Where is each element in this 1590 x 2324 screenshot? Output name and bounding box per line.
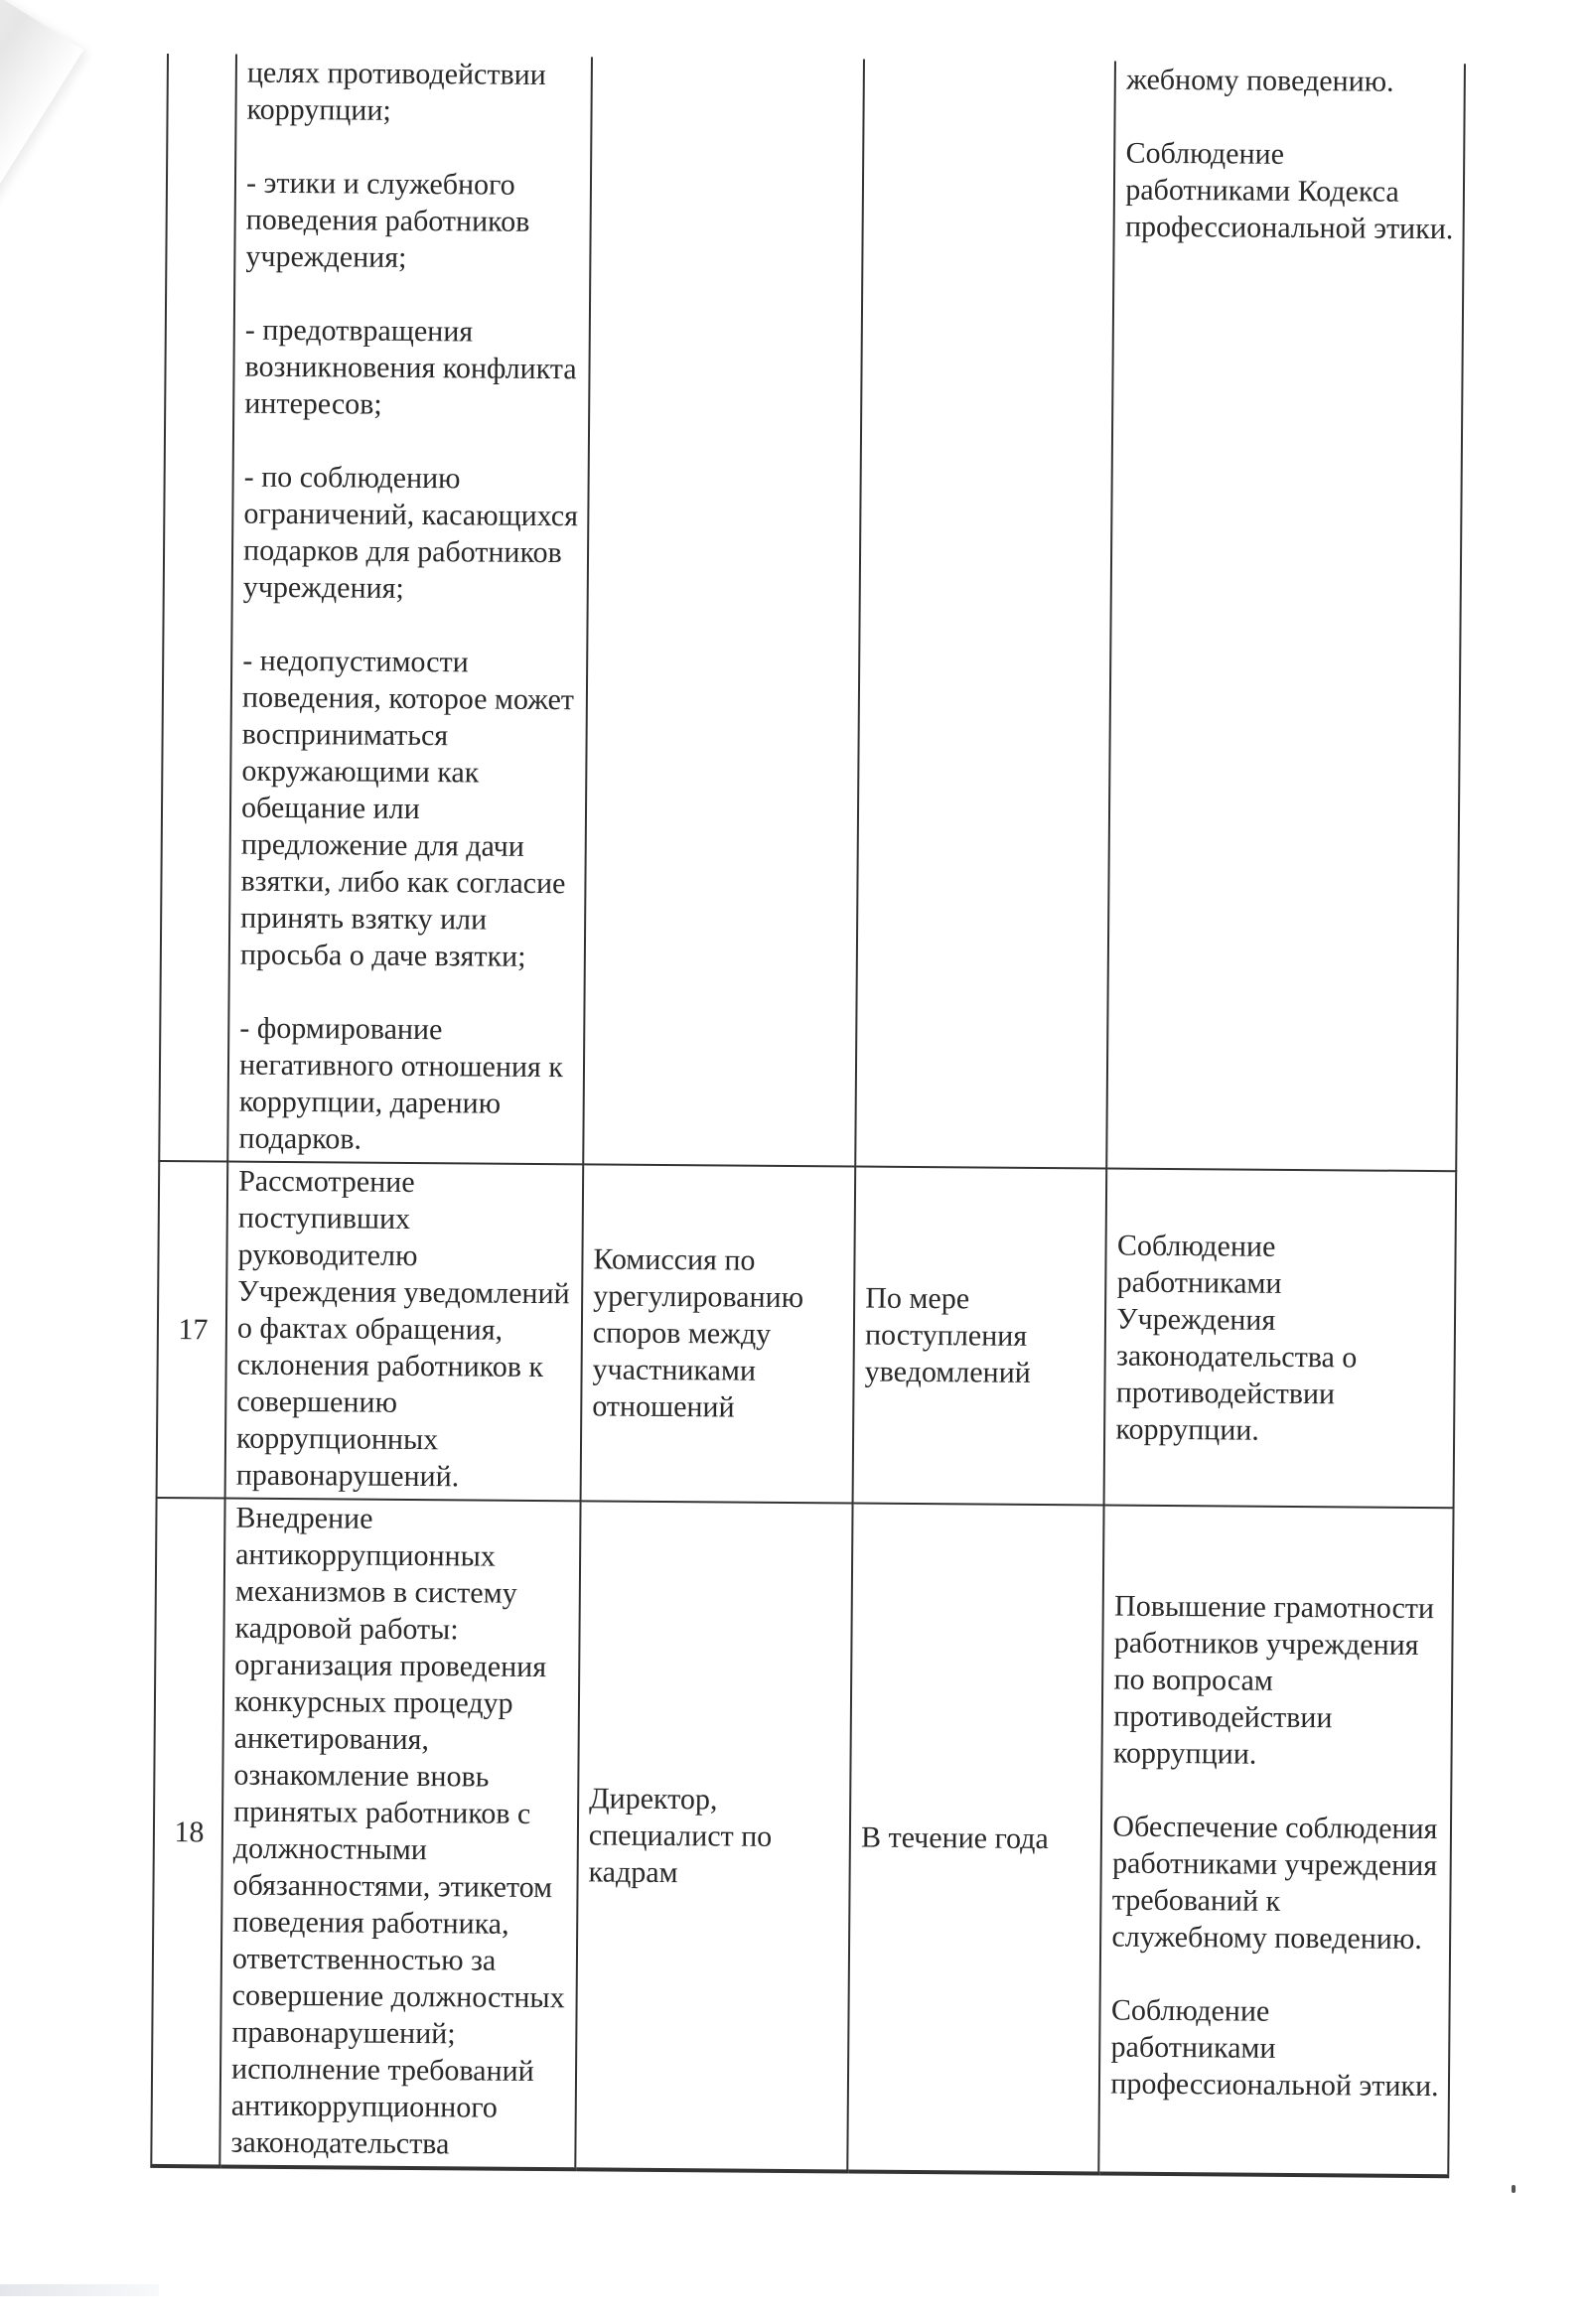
scan-artifact-dot xyxy=(1512,2185,1516,2193)
table-row-18 xyxy=(151,1498,1453,2176)
result-paragraph: Повышение грамотности работников учреждения по вопросам противодействии коррупции. xyxy=(1112,1589,1435,1771)
responsible-text: Директор, специалист по кадрам xyxy=(588,1781,773,1889)
table-row-continuation xyxy=(159,54,1465,1171)
result-paragraph: жебному поведению. xyxy=(1126,63,1394,98)
scan-artifact-smudge xyxy=(0,2284,159,2296)
result-cell xyxy=(1099,1505,1454,2176)
responsible-cell xyxy=(575,1501,852,2171)
action-paragraph: Рассмотрение поступивших руководителю Учреждения уведомлений о фактах обращения, склонения работников к совершению коррупционных правонарушений. xyxy=(235,1164,570,1494)
action-cell xyxy=(227,55,592,1165)
term-cell xyxy=(847,1503,1104,2173)
table-row-17 xyxy=(157,1161,1457,1508)
result-paragraph: Соблюдение работниками профессиональной этики. xyxy=(1110,1993,1439,2104)
action-cell xyxy=(219,1499,580,2170)
term-cell xyxy=(855,60,1115,1169)
row-number: 17 xyxy=(178,1313,209,1347)
responsible-cell xyxy=(583,57,864,1166)
action-paragraph: целях противодействии коррупции; xyxy=(246,56,546,127)
result-paragraph: Соблюдение работниками Учреждения законодательства о противодействии коррупции. xyxy=(1115,1229,1358,1447)
anticorruption-plan-table xyxy=(150,54,1466,2178)
action-paragraph: Внедрение антикоррупционных механизмов в систему кадровой работы: организация проведения конкурсных процедур анкетирования, ознакомление вновь принятых работников с должностными обязанностями, этикетом поведения работника, ответственностью за совершение должностных правонарушений; исполнение требований антикоррупционного законодательства xyxy=(230,1501,565,2161)
term-text: По мере поступления уведомлений xyxy=(864,1281,1031,1389)
action-paragraph: - по соблюдению ограничений, касающихся подарков для работников учреждения; xyxy=(242,460,579,605)
row-number-cell xyxy=(151,1498,224,2167)
result-paragraph: Обеспечение соблюдения работниками учреждения требований к служебному поведению. xyxy=(1111,1810,1438,1956)
row-number-cell xyxy=(157,1161,228,1499)
result-cell xyxy=(1104,1168,1456,1508)
result-paragraph: Соблюдение работниками Кодекса профессиональной этики. xyxy=(1124,136,1454,246)
row-number-cell xyxy=(159,54,236,1162)
action-paragraph: - предотвращения возникновения конфликта интересов; xyxy=(244,313,577,421)
responsible-text: Комиссия по урегулированию споров между участниками отношений xyxy=(592,1242,804,1424)
result-cell xyxy=(1107,62,1465,1172)
action-paragraph: - недопустимости поведения, которое может восприниматься окружающими как обещание или предложение для дачи взятки, либо как согласие принять взятку или просьба о даче взятки; xyxy=(239,644,575,973)
action-paragraph: - формирование негативного отношения к коррупции, дарению подарков. xyxy=(238,1011,564,1156)
term-text: В течение года xyxy=(860,1820,1049,1855)
action-cell xyxy=(225,1162,584,1502)
page-curl-shadow xyxy=(0,0,83,269)
term-cell xyxy=(853,1166,1107,1505)
responsible-cell xyxy=(581,1164,856,1503)
action-paragraph: - этики и служебного поведения работников учреждения; xyxy=(245,166,530,274)
row-number: 18 xyxy=(174,1815,205,1848)
